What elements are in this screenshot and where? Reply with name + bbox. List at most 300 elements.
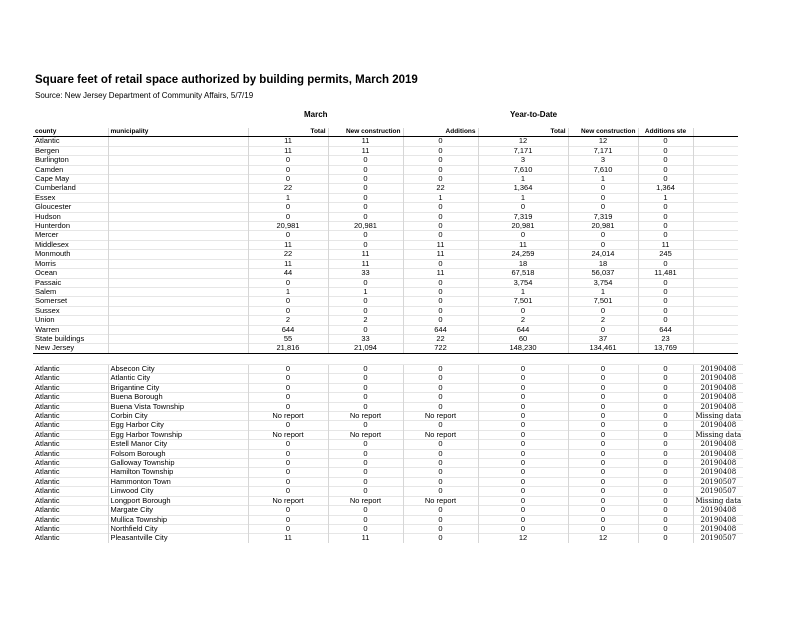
table-cell: 7,171 bbox=[568, 146, 638, 155]
table-row bbox=[33, 306, 738, 315]
table-cell bbox=[108, 165, 248, 174]
table-cell: 0 bbox=[568, 515, 638, 524]
table-cell: 0 bbox=[248, 306, 328, 315]
table-cell: 0 bbox=[568, 477, 638, 486]
table-cell: Estell Manor City bbox=[108, 440, 248, 449]
page-title: Square feet of retail space authorized by building permits, March 2019 bbox=[35, 74, 418, 86]
table-cell: 11 bbox=[328, 137, 403, 146]
table-cell: 0 bbox=[478, 402, 568, 411]
table-cell bbox=[693, 325, 738, 334]
table-row bbox=[33, 402, 743, 411]
table-cell: 12 bbox=[568, 137, 638, 146]
status-cell: 20190408 bbox=[693, 383, 743, 392]
table-cell bbox=[108, 175, 248, 184]
table-row bbox=[33, 440, 743, 449]
table-cell bbox=[693, 165, 738, 174]
table-cell: 12 bbox=[568, 534, 638, 543]
table-cell: 0 bbox=[328, 306, 403, 315]
table-cell: 0 bbox=[638, 374, 693, 383]
table-cell: 0 bbox=[568, 421, 638, 430]
table-cell: 33 bbox=[328, 269, 403, 278]
table-cell: 0 bbox=[638, 137, 693, 146]
table-cell bbox=[693, 193, 738, 202]
table-cell: 11 bbox=[478, 240, 568, 249]
table-cell: 0 bbox=[568, 393, 638, 402]
table-cell: 11 bbox=[248, 146, 328, 155]
status-cell: 20190408 bbox=[693, 374, 743, 383]
table-cell: 0 bbox=[403, 515, 478, 524]
table-cell: 0 bbox=[638, 365, 693, 374]
table-cell bbox=[108, 137, 248, 146]
table-cell: No report bbox=[248, 412, 328, 421]
header-row bbox=[33, 128, 738, 137]
table-cell: 0 bbox=[478, 487, 568, 496]
table-cell bbox=[108, 231, 248, 240]
table-row bbox=[33, 449, 743, 458]
status-cell: 20190408 bbox=[693, 402, 743, 411]
table-cell: 644 bbox=[478, 325, 568, 334]
table-cell bbox=[108, 250, 248, 259]
table-cell: 0 bbox=[403, 287, 478, 296]
table-cell bbox=[693, 203, 738, 212]
table-cell: 0 bbox=[328, 477, 403, 486]
table-row bbox=[33, 430, 743, 439]
table-cell: 0 bbox=[403, 459, 478, 468]
table-cell: 0 bbox=[403, 468, 478, 477]
table-cell: 0 bbox=[248, 421, 328, 430]
table-cell: 0 bbox=[403, 278, 478, 287]
table-cell: 0 bbox=[638, 496, 693, 505]
table-cell: 1 bbox=[328, 287, 403, 296]
table-cell: 7,610 bbox=[568, 165, 638, 174]
table-cell: 7,501 bbox=[478, 297, 568, 306]
table-cell: 0 bbox=[403, 297, 478, 306]
table-cell: 0 bbox=[248, 156, 328, 165]
table-cell: 11 bbox=[248, 137, 328, 146]
table-cell bbox=[693, 137, 738, 146]
table-cell: 0 bbox=[248, 383, 328, 392]
table-cell: 0 bbox=[478, 506, 568, 515]
table-cell: 0 bbox=[478, 496, 568, 505]
table-cell: 0 bbox=[568, 487, 638, 496]
table-cell: 0 bbox=[328, 468, 403, 477]
table-cell: 0 bbox=[403, 487, 478, 496]
table-cell: 0 bbox=[328, 383, 403, 392]
table-row bbox=[33, 487, 743, 496]
table-cell: 0 bbox=[328, 487, 403, 496]
table-cell: 1 bbox=[478, 193, 568, 202]
table-cell: 0 bbox=[478, 477, 568, 486]
status-cell: 20190408 bbox=[693, 365, 743, 374]
table-cell: Gloucester bbox=[33, 203, 108, 212]
table-cell: 0 bbox=[248, 440, 328, 449]
table-cell: 0 bbox=[568, 412, 638, 421]
table-cell: 11 bbox=[328, 250, 403, 259]
table-cell: Atlantic bbox=[33, 459, 108, 468]
table-cell: 0 bbox=[248, 231, 328, 240]
table-cell: Atlantic City bbox=[108, 374, 248, 383]
table-cell: 0 bbox=[403, 365, 478, 374]
table-cell bbox=[693, 250, 738, 259]
table-cell: 0 bbox=[248, 203, 328, 212]
table-cell: 0 bbox=[248, 487, 328, 496]
status-cell: 20190408 bbox=[693, 421, 743, 430]
table-cell: 0 bbox=[638, 297, 693, 306]
table-row bbox=[33, 240, 738, 249]
table-cell: Ocean bbox=[33, 269, 108, 278]
table-row bbox=[33, 137, 738, 146]
table-cell: 3,754 bbox=[478, 278, 568, 287]
table-row bbox=[33, 506, 743, 515]
table-cell: 722 bbox=[403, 344, 478, 353]
table-cell: 33 bbox=[328, 334, 403, 343]
table-cell: 0 bbox=[568, 468, 638, 477]
table-cell: 2 bbox=[248, 316, 328, 325]
table-cell bbox=[108, 287, 248, 296]
table-cell: 0 bbox=[478, 515, 568, 524]
table-cell: 0 bbox=[638, 449, 693, 458]
status-cell: 20190507 bbox=[693, 477, 743, 486]
table-cell: 11 bbox=[248, 259, 328, 268]
table-row bbox=[33, 412, 743, 421]
table-cell: 0 bbox=[478, 459, 568, 468]
table-cell bbox=[693, 306, 738, 315]
table-cell bbox=[693, 259, 738, 268]
table-row bbox=[33, 146, 738, 155]
table-cell: 0 bbox=[403, 374, 478, 383]
table-cell: 0 bbox=[638, 468, 693, 477]
table-cell: 0 bbox=[328, 515, 403, 524]
march-additions-header: Additions bbox=[403, 128, 478, 137]
table-cell: 3 bbox=[478, 156, 568, 165]
status-cell: Missing data bbox=[693, 412, 743, 421]
table-cell: 0 bbox=[638, 477, 693, 486]
table-cell: 1 bbox=[478, 287, 568, 296]
table-cell: 0 bbox=[568, 524, 638, 533]
table-row bbox=[33, 477, 743, 486]
table-cell: 37 bbox=[568, 334, 638, 343]
table-cell: 0 bbox=[248, 374, 328, 383]
table-cell bbox=[108, 334, 248, 343]
table-cell: Atlantic bbox=[33, 515, 108, 524]
table-cell: 0 bbox=[638, 306, 693, 315]
table-cell: 0 bbox=[403, 137, 478, 146]
table-cell: 0 bbox=[403, 393, 478, 402]
table-cell bbox=[693, 334, 738, 343]
table-cell: No report bbox=[403, 430, 478, 439]
status-cell: 20190408 bbox=[693, 515, 743, 524]
status-cell: 20190408 bbox=[693, 459, 743, 468]
table-row bbox=[33, 269, 738, 278]
table-cell: 67,518 bbox=[478, 269, 568, 278]
table-cell: 148,230 bbox=[478, 344, 568, 353]
status-cell: 20190408 bbox=[693, 524, 743, 533]
table-cell: No report bbox=[328, 430, 403, 439]
table-cell: 0 bbox=[568, 449, 638, 458]
table-cell: 0 bbox=[568, 306, 638, 315]
status-cell: 20190408 bbox=[693, 393, 743, 402]
table-cell: 0 bbox=[638, 156, 693, 165]
status-cell: Missing data bbox=[693, 430, 743, 439]
table-cell: 7,319 bbox=[478, 212, 568, 221]
table-cell: 0 bbox=[568, 430, 638, 439]
table-cell: 0 bbox=[478, 449, 568, 458]
table-row bbox=[33, 459, 743, 468]
table-cell bbox=[693, 287, 738, 296]
table-cell: 0 bbox=[638, 231, 693, 240]
table-cell: No report bbox=[328, 412, 403, 421]
table-row bbox=[33, 259, 738, 268]
table-cell: 0 bbox=[328, 393, 403, 402]
table-cell: Margate City bbox=[108, 506, 248, 515]
table-cell: 11,481 bbox=[638, 269, 693, 278]
table-cell: 644 bbox=[248, 325, 328, 334]
table-cell: New Jersey bbox=[33, 344, 108, 353]
table-cell: No report bbox=[248, 496, 328, 505]
table-cell: 0 bbox=[328, 203, 403, 212]
table-cell: 12 bbox=[478, 137, 568, 146]
table-cell: Atlantic bbox=[33, 506, 108, 515]
table-cell: 0 bbox=[638, 222, 693, 231]
table-row bbox=[33, 334, 738, 343]
table-row bbox=[33, 212, 738, 221]
table-cell: 60 bbox=[478, 334, 568, 343]
table-cell: 0 bbox=[568, 402, 638, 411]
table-cell: 0 bbox=[638, 459, 693, 468]
table-cell bbox=[108, 325, 248, 334]
table-cell bbox=[108, 203, 248, 212]
table-cell: 245 bbox=[638, 250, 693, 259]
municipality-table bbox=[33, 364, 743, 543]
table-cell: Hunterdon bbox=[33, 222, 108, 231]
table-cell: 0 bbox=[638, 165, 693, 174]
table-cell: 0 bbox=[328, 175, 403, 184]
table-cell: Essex bbox=[33, 193, 108, 202]
table-cell: 0 bbox=[328, 240, 403, 249]
table-cell: Atlantic bbox=[33, 430, 108, 439]
table-cell: 1 bbox=[248, 287, 328, 296]
table-cell bbox=[693, 175, 738, 184]
table-cell: 20,981 bbox=[248, 222, 328, 231]
table-cell: 0 bbox=[403, 316, 478, 325]
table-cell: 11 bbox=[403, 250, 478, 259]
table-cell: 13,769 bbox=[638, 344, 693, 353]
table-cell: 0 bbox=[638, 259, 693, 268]
table-cell: Egg Harbor City bbox=[108, 421, 248, 430]
table-cell: 0 bbox=[638, 430, 693, 439]
table-cell: Atlantic bbox=[33, 468, 108, 477]
ytd-new-construction-header: New construction bbox=[568, 128, 638, 137]
table-cell: 18 bbox=[478, 259, 568, 268]
table-cell: 0 bbox=[403, 156, 478, 165]
table-cell: 0 bbox=[328, 184, 403, 193]
table-row bbox=[33, 374, 743, 383]
table-cell: 0 bbox=[248, 278, 328, 287]
table-cell: 1 bbox=[248, 193, 328, 202]
table-cell bbox=[693, 184, 738, 193]
table-cell: 1 bbox=[568, 287, 638, 296]
table-row bbox=[33, 515, 743, 524]
table-cell: 1,364 bbox=[638, 184, 693, 193]
table-cell: Cumberland bbox=[33, 184, 108, 193]
table-cell: 0 bbox=[328, 297, 403, 306]
table-cell: 24,259 bbox=[478, 250, 568, 259]
table-cell: 0 bbox=[403, 477, 478, 486]
ytd-additions-header: Additions ste bbox=[638, 128, 693, 137]
table-cell: 0 bbox=[478, 393, 568, 402]
table-cell: 0 bbox=[328, 193, 403, 202]
table-cell: Middlesex bbox=[33, 240, 108, 249]
table-cell: 0 bbox=[478, 412, 568, 421]
table-cell: 56,037 bbox=[568, 269, 638, 278]
table-cell: 0 bbox=[328, 325, 403, 334]
table-row bbox=[33, 316, 738, 325]
table-cell: Somerset bbox=[33, 297, 108, 306]
table-row bbox=[33, 344, 738, 353]
status-cell: 20190408 bbox=[693, 506, 743, 515]
table-cell: 11 bbox=[638, 240, 693, 249]
table-cell bbox=[693, 278, 738, 287]
march-total-header: Total bbox=[248, 128, 328, 137]
table-cell bbox=[108, 306, 248, 315]
ytd-group-header: Year-to-Date bbox=[510, 110, 558, 119]
table-cell: Mercer bbox=[33, 231, 108, 240]
table-cell: Morris bbox=[33, 259, 108, 268]
table-cell: 644 bbox=[403, 325, 478, 334]
table-cell: Passaic bbox=[33, 278, 108, 287]
table-cell: Camden bbox=[33, 165, 108, 174]
table-cell: 0 bbox=[403, 175, 478, 184]
table-cell: 0 bbox=[638, 506, 693, 515]
table-row bbox=[33, 165, 738, 174]
table-cell: Corbin City bbox=[108, 412, 248, 421]
table-cell: 0 bbox=[478, 383, 568, 392]
table-cell: 0 bbox=[638, 146, 693, 155]
table-cell bbox=[108, 297, 248, 306]
table-cell: No report bbox=[403, 496, 478, 505]
table-cell: Atlantic bbox=[33, 365, 108, 374]
table-row bbox=[33, 534, 743, 543]
table-cell: 0 bbox=[568, 184, 638, 193]
table-cell: 0 bbox=[638, 487, 693, 496]
table-cell: 0 bbox=[568, 459, 638, 468]
table-cell bbox=[693, 231, 738, 240]
table-cell: Atlantic bbox=[33, 383, 108, 392]
table-cell: Atlantic bbox=[33, 137, 108, 146]
table-cell bbox=[108, 212, 248, 221]
table-cell: 0 bbox=[328, 231, 403, 240]
table-row bbox=[33, 524, 743, 533]
table-cell: 0 bbox=[568, 374, 638, 383]
table-cell: 0 bbox=[638, 287, 693, 296]
table-cell: Atlantic bbox=[33, 393, 108, 402]
table-cell: 0 bbox=[328, 156, 403, 165]
table-row bbox=[33, 278, 738, 287]
table-cell: 23 bbox=[638, 334, 693, 343]
table-cell bbox=[108, 184, 248, 193]
status-header bbox=[693, 128, 738, 137]
table-cell: Union bbox=[33, 316, 108, 325]
table-cell: 0 bbox=[403, 449, 478, 458]
table-cell: 0 bbox=[403, 440, 478, 449]
table-cell: State buildings bbox=[33, 334, 108, 343]
table-cell: 0 bbox=[568, 240, 638, 249]
table-row bbox=[33, 175, 738, 184]
table-cell: 1 bbox=[638, 193, 693, 202]
table-cell bbox=[693, 344, 738, 353]
table-cell: Atlantic bbox=[33, 449, 108, 458]
table-cell: Mullica Township bbox=[108, 515, 248, 524]
table-cell: 0 bbox=[478, 231, 568, 240]
table-cell: 2 bbox=[478, 316, 568, 325]
table-cell: 11 bbox=[248, 240, 328, 249]
table-cell: 24,014 bbox=[568, 250, 638, 259]
table-row bbox=[33, 365, 743, 374]
table-cell: 0 bbox=[638, 393, 693, 402]
table-cell bbox=[693, 240, 738, 249]
table-cell: 0 bbox=[328, 440, 403, 449]
table-cell: 0 bbox=[248, 165, 328, 174]
table-cell: 2 bbox=[568, 316, 638, 325]
table-cell: 0 bbox=[248, 506, 328, 515]
table-cell: 0 bbox=[248, 212, 328, 221]
table-cell bbox=[693, 146, 738, 155]
table-row bbox=[33, 193, 738, 202]
table-cell: 0 bbox=[638, 212, 693, 221]
table-cell: 0 bbox=[248, 449, 328, 458]
table-cell: 11 bbox=[403, 240, 478, 249]
status-cell: 20190507 bbox=[693, 534, 743, 543]
table-row bbox=[33, 325, 738, 334]
table-cell: 0 bbox=[478, 306, 568, 315]
table-cell: Northfield City bbox=[108, 524, 248, 533]
table-cell: 0 bbox=[638, 524, 693, 533]
table-cell: 0 bbox=[478, 374, 568, 383]
table-cell: No report bbox=[248, 430, 328, 439]
table-cell: 7,610 bbox=[478, 165, 568, 174]
table-cell: 0 bbox=[403, 524, 478, 533]
table-cell: 22 bbox=[248, 184, 328, 193]
table-cell: 0 bbox=[478, 430, 568, 439]
table-cell: 20,981 bbox=[478, 222, 568, 231]
table-cell: 0 bbox=[403, 259, 478, 268]
table-cell: 1 bbox=[478, 175, 568, 184]
table-cell bbox=[693, 222, 738, 231]
table-cell: Atlantic bbox=[33, 477, 108, 486]
table-cell bbox=[108, 278, 248, 287]
table-cell: 0 bbox=[568, 203, 638, 212]
table-cell: 1 bbox=[403, 193, 478, 202]
table-cell: 0 bbox=[248, 459, 328, 468]
table-cell bbox=[693, 316, 738, 325]
table-row bbox=[33, 496, 743, 505]
table-cell bbox=[108, 146, 248, 155]
table-cell: 11 bbox=[248, 534, 328, 543]
table-cell: 22 bbox=[248, 250, 328, 259]
status-cell: 20190408 bbox=[693, 440, 743, 449]
table-cell: 0 bbox=[248, 365, 328, 374]
table-cell: Atlantic bbox=[33, 534, 108, 543]
table-cell: Cape May bbox=[33, 175, 108, 184]
table-cell: Hamilton Township bbox=[108, 468, 248, 477]
table-cell: Sussex bbox=[33, 306, 108, 315]
table-cell: 0 bbox=[568, 193, 638, 202]
table-cell: 0 bbox=[248, 175, 328, 184]
table-cell: 0 bbox=[638, 440, 693, 449]
table-cell: 0 bbox=[638, 383, 693, 392]
table-cell: 0 bbox=[478, 365, 568, 374]
table-cell: 0 bbox=[403, 402, 478, 411]
